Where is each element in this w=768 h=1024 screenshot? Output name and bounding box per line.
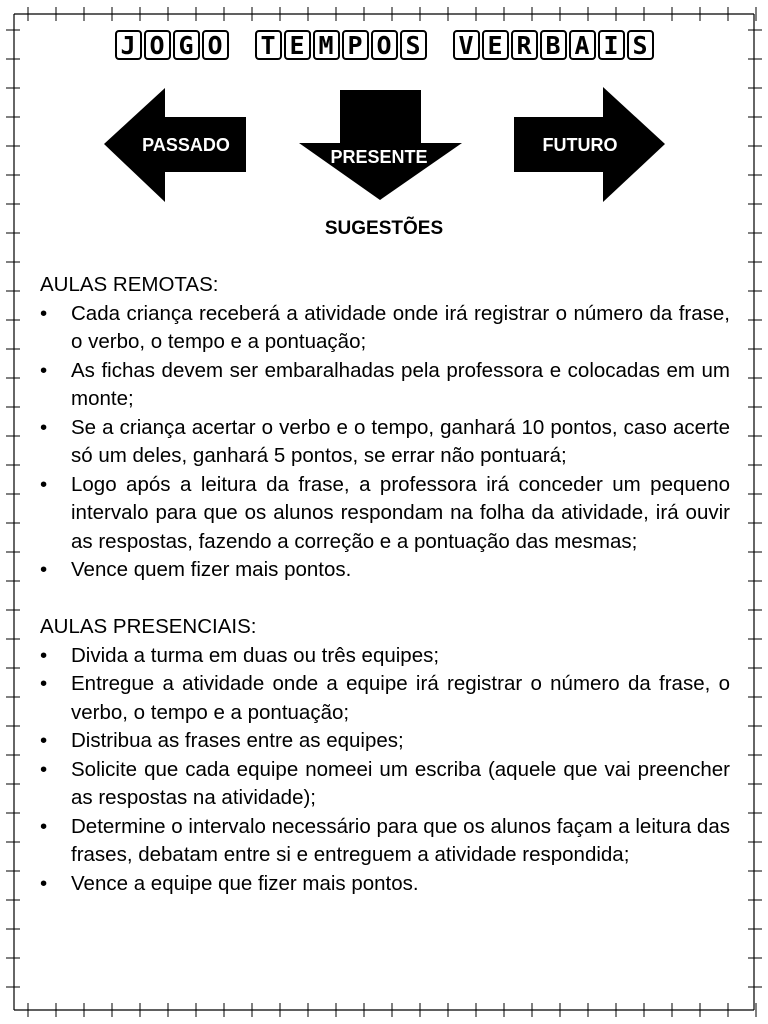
- list-item: • Vence a equipe que fizer mais pontos.: [40, 870, 730, 899]
- title-letter: O: [371, 30, 398, 60]
- list-item: • Logo após a leitura da frase, a professora irá conceder um pequeno intervalo para que os alunos respondam na folha da atividade, irá ouvir as respostas, fazendo a correção e a pontuação das mesmas;: [40, 471, 730, 557]
- past-label: PASSADO: [142, 135, 230, 155]
- title-letter: S: [627, 30, 654, 60]
- title-letter: E: [284, 30, 311, 60]
- title-letter: P: [342, 30, 369, 60]
- list-item: • Determine o intervalo necessário para que os alunos façam a leitura das frases, debatam entre si e entreguem a atividade respondida;: [40, 813, 730, 870]
- section-title: AULAS REMOTAS:: [40, 273, 219, 296]
- title-letter: O: [202, 30, 229, 60]
- list-item: • Solicite que cada equipe nomeei um escriba (aquele que vai preencher as respostas na atividade);: [40, 756, 730, 813]
- title-letter: R: [511, 30, 538, 60]
- list-item: • Entregue a atividade onde a equipe irá registrar o número da frase, o verbo, o tempo e a pontuação;: [40, 670, 730, 727]
- title-word: [115, 30, 229, 60]
- past-arrow: [104, 88, 246, 202]
- title-letter: G: [173, 30, 200, 60]
- title-letter: A: [569, 30, 596, 60]
- title-word: [453, 30, 654, 60]
- list-item: • Se a criança acertar o verbo e o tempo, ganhará 10 pontos, caso acerte só um deles, ganhará 5 pontos, se errar não pontuará;: [40, 414, 730, 471]
- bullet-list: [40, 642, 730, 899]
- title-letter: E: [482, 30, 509, 60]
- list-item: • Distribua as frases entre as equipes;: [40, 727, 730, 756]
- title-letter: M: [313, 30, 340, 60]
- title-word: [255, 30, 427, 60]
- present-arrow: [299, 90, 462, 200]
- title-letter: S: [400, 30, 427, 60]
- future-label: FUTURO: [542, 135, 618, 155]
- instructions: [40, 271, 730, 898]
- future-arrow: [514, 87, 665, 202]
- title-letter: J: [115, 30, 142, 60]
- title-letter: V: [453, 30, 480, 60]
- suggestions-heading: SUGESTÕES: [324, 218, 444, 239]
- title-letter: T: [255, 30, 282, 60]
- title-letter: O: [144, 30, 171, 60]
- list-item: • Cada criança receberá a atividade onde irá registrar o número da frase, o verbo, o tempo e a pontuação;: [40, 300, 730, 357]
- list-item: • Vence quem fizer mais pontos.: [40, 556, 730, 585]
- list-item: • As fichas devem ser embaralhadas pela professora e colocadas em um monte;: [40, 357, 730, 414]
- title-letter: B: [540, 30, 567, 60]
- page-title: [0, 30, 768, 60]
- list-item: • Divida a turma em duas ou três equipes;: [40, 642, 730, 671]
- bullet-list: [40, 300, 730, 585]
- tense-arrows: [0, 80, 768, 210]
- present-label: PRESENTE: [330, 147, 428, 167]
- title-letter: I: [598, 30, 625, 60]
- section-title: AULAS PRESENCIAIS:: [40, 615, 257, 638]
